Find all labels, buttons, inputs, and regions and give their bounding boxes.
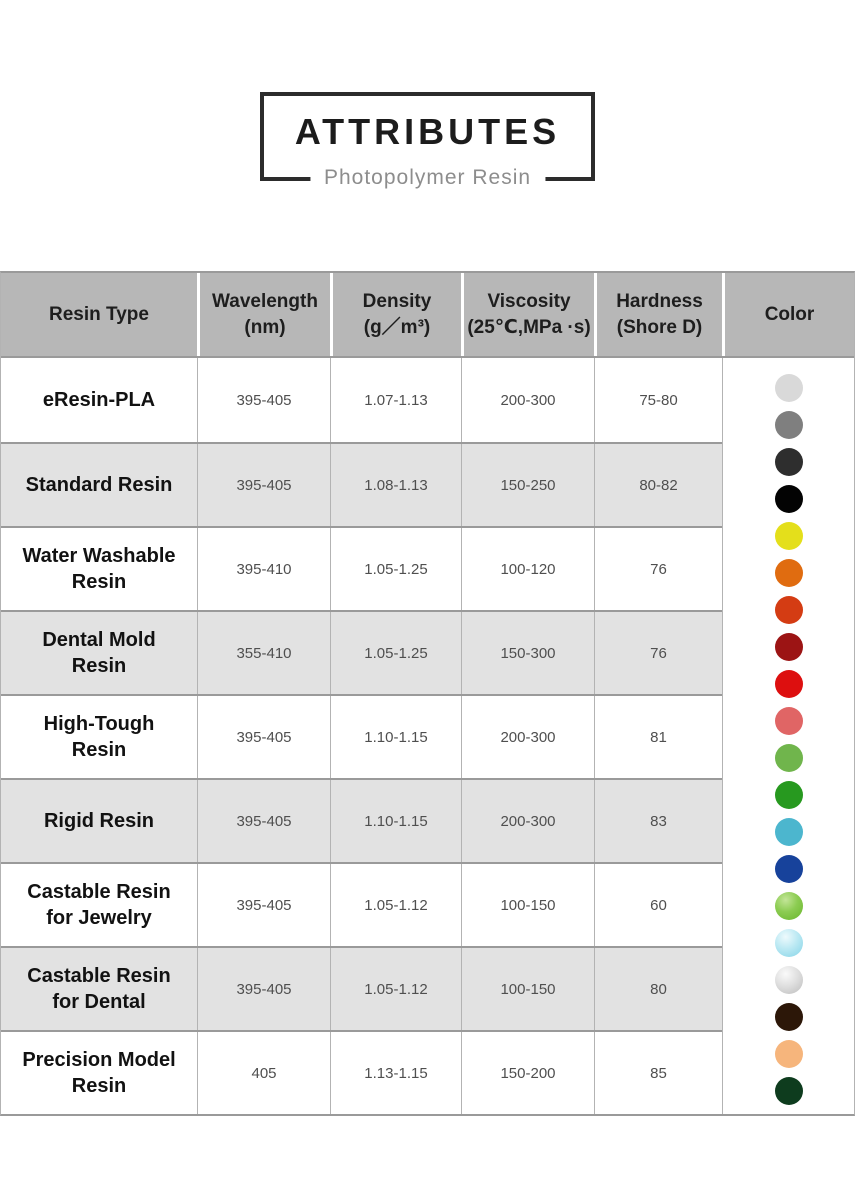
color-swatch-charcoal — [775, 448, 803, 476]
column-header-wavelength — [197, 273, 330, 356]
table-row — [1, 778, 722, 862]
table-header-row — [1, 273, 854, 358]
color-swatch-yellow — [775, 522, 803, 550]
column-header-line: Color — [764, 303, 815, 325]
table-body — [1, 358, 854, 1114]
table-row — [1, 442, 722, 526]
color-swatch-cyan — [775, 818, 803, 846]
resin-name: High-Tough Resin — [1, 696, 197, 778]
resin-name: Precision Model Resin — [1, 1032, 197, 1114]
density-value: 1.05-1.12 — [330, 948, 461, 1030]
page-title: ATTRIBUTES — [294, 110, 561, 152]
viscosity-value: 150-200 — [461, 1032, 594, 1114]
column-header-density — [330, 273, 461, 356]
column-header-line: (25℃,MPa ·s) — [467, 316, 591, 338]
hardness-value: 85 — [594, 1032, 722, 1114]
wavelength-value: 395-405 — [197, 444, 330, 526]
color-swatch-red — [775, 670, 803, 698]
column-header-line: (Shore D) — [616, 316, 703, 338]
wavelength-value: 395-405 — [197, 696, 330, 778]
column-header-line: Density — [362, 291, 432, 313]
color-swatch-silver — [775, 966, 803, 994]
viscosity-value: 200-300 — [461, 696, 594, 778]
resin-name: Dental Mold Resin — [1, 612, 197, 694]
viscosity-value: 100-150 — [461, 948, 594, 1030]
page-subtitle: Photopolymer Resin — [310, 163, 545, 192]
density-value: 1.05-1.12 — [330, 864, 461, 946]
color-swatch-royal-blue — [775, 855, 803, 883]
wavelength-value: 405 — [197, 1032, 330, 1114]
attributes-table — [0, 271, 855, 1116]
column-header-color — [722, 273, 854, 356]
wavelength-value: 395-405 — [197, 864, 330, 946]
resin-name: eResin-PLA — [1, 358, 197, 442]
resin-name: Standard Resin — [1, 444, 197, 526]
wavelength-value: 395-405 — [197, 780, 330, 862]
color-swatch-light-gray — [775, 374, 803, 402]
wavelength-value: 395-410 — [197, 528, 330, 610]
resin-name: Rigid Resin — [1, 780, 197, 862]
hardness-value: 76 — [594, 612, 722, 694]
density-value: 1.13-1.15 — [330, 1032, 461, 1114]
hardness-value: 76 — [594, 528, 722, 610]
color-swatch-red-orange — [775, 596, 803, 624]
hardness-value: 80-82 — [594, 444, 722, 526]
color-swatch-black — [775, 485, 803, 513]
column-header-hardness — [594, 273, 722, 356]
viscosity-value: 100-150 — [461, 864, 594, 946]
table-row — [1, 694, 722, 778]
color-swatch-apple-green — [775, 892, 803, 920]
table-row — [1, 610, 722, 694]
column-header-line: (g／m³) — [363, 316, 431, 338]
color-swatch-dark-red — [775, 633, 803, 661]
color-swatch-forest-green — [775, 1077, 803, 1105]
density-value: 1.10-1.15 — [330, 780, 461, 862]
column-header-line: Resin Type — [49, 303, 149, 325]
color-swatch-orange — [775, 559, 803, 587]
column-header-resin-type — [1, 273, 197, 356]
column-header-line: (nm) — [244, 316, 286, 338]
color-swatch-medium-green — [775, 744, 803, 772]
table-row — [1, 946, 722, 1030]
color-swatch-pale-blue — [775, 929, 803, 957]
density-value: 1.07-1.13 — [330, 358, 461, 442]
viscosity-value: 100-120 — [461, 528, 594, 610]
viscosity-value: 150-300 — [461, 612, 594, 694]
hardness-value: 81 — [594, 696, 722, 778]
density-value: 1.05-1.25 — [330, 528, 461, 610]
viscosity-value: 150-250 — [461, 444, 594, 526]
color-swatch-gray — [775, 411, 803, 439]
resin-name: Castable Resin for Dental — [1, 948, 197, 1030]
wavelength-value: 355-410 — [197, 612, 330, 694]
color-swatch-peach — [775, 1040, 803, 1068]
color-swatch-green — [775, 781, 803, 809]
table-row — [1, 358, 722, 442]
table-row — [1, 862, 722, 946]
column-header-line: Viscosity — [487, 291, 571, 313]
table-rows — [1, 358, 722, 1114]
hardness-value: 80 — [594, 948, 722, 1030]
column-header-line: Hardness — [616, 291, 703, 313]
table-row — [1, 1030, 722, 1114]
hardness-value: 60 — [594, 864, 722, 946]
resin-name: Castable Resin for Jewelry — [1, 864, 197, 946]
wavelength-value: 395-405 — [197, 948, 330, 1030]
density-value: 1.08-1.13 — [330, 444, 461, 526]
resin-name: Water Washable Resin — [1, 528, 197, 610]
hardness-value: 75-80 — [594, 358, 722, 442]
wavelength-value: 395-405 — [197, 358, 330, 442]
color-swatch-list — [722, 358, 854, 1114]
hero-title-box — [260, 92, 595, 189]
viscosity-value: 200-300 — [461, 780, 594, 862]
column-header-line: Wavelength — [212, 291, 318, 313]
hardness-value: 83 — [594, 780, 722, 862]
viscosity-value: 200-300 — [461, 358, 594, 442]
color-swatch-dark-brown — [775, 1003, 803, 1031]
density-value: 1.10-1.15 — [330, 696, 461, 778]
color-swatch-salmon — [775, 707, 803, 735]
density-value: 1.05-1.25 — [330, 612, 461, 694]
table-row — [1, 526, 722, 610]
column-header-viscosity — [461, 273, 594, 356]
